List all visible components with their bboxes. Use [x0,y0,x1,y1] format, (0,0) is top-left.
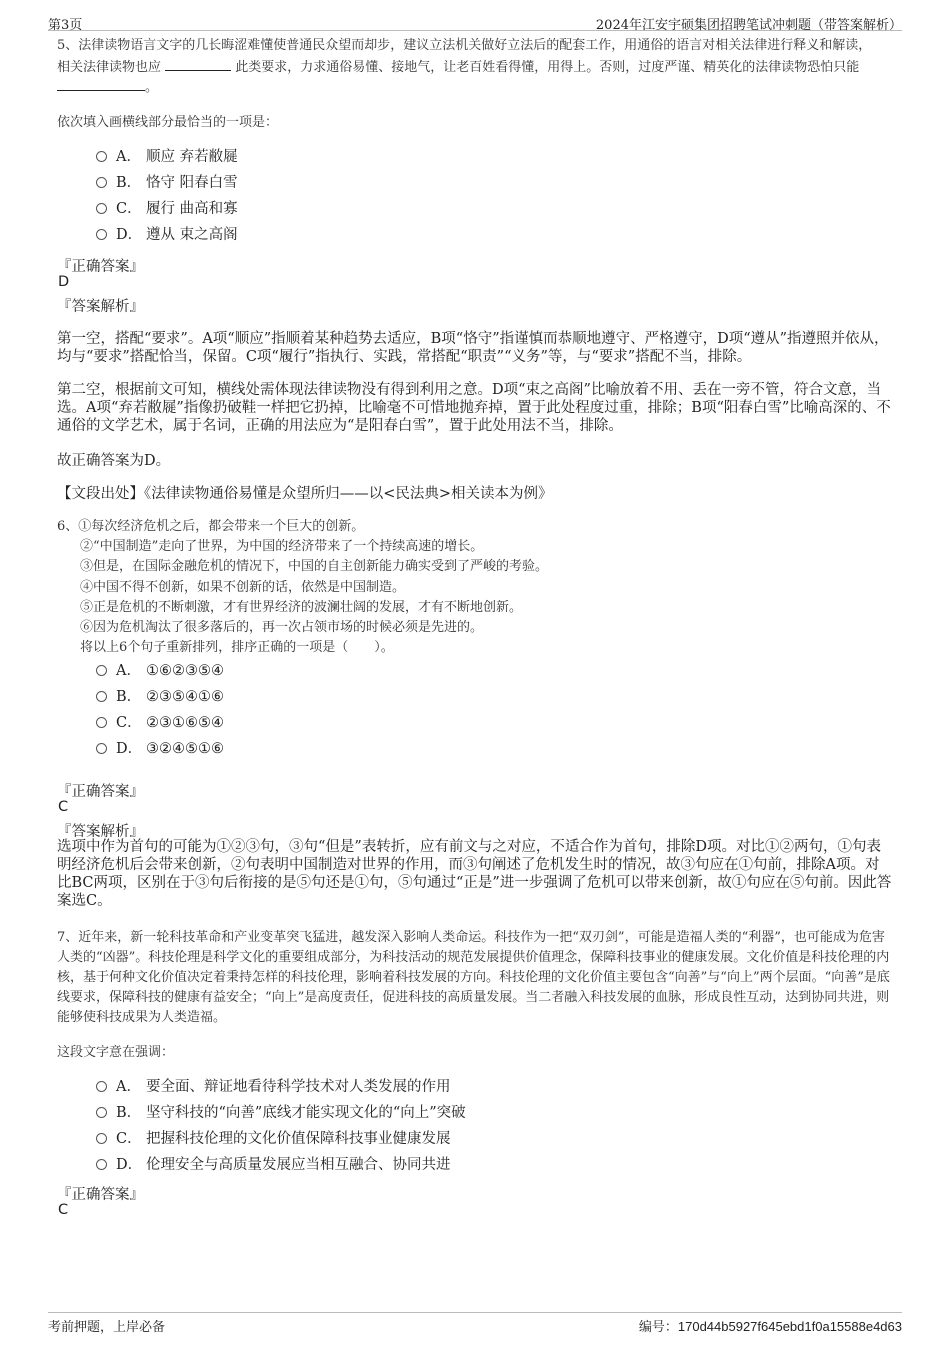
q6-option-c[interactable] [96,713,224,733]
option-text: ②③⑤④①⑥ [146,689,224,705]
q7-answer: C [58,1202,69,1218]
q6-prompt: 将以上6个句子重新排列，排序正确的一项是（ ）。 [80,640,394,655]
q5-analysis-label: 『答案解析』 [57,299,144,315]
page-number: 第3页 [48,18,83,33]
q6-option-d[interactable] [96,739,224,759]
q7-answer-label: 『正确答案』 [57,1187,144,1203]
q5-analysis-p2: 第二空，根据前文可知，横线处需体现法律读物没有得到利用之意。D项“束之高阁”比喻放着不用、丢在一旁不管，符合文意，当选。A项“弃若敝屣”指像扔破鞋一样把它扔掉，比喻毫不可惜地抛弃掉，置于此处程度过重，排除；B项“阳春白雪”比喻高深的、不通俗的文学艺术，属于名词，正确的用法应为“是阳春白雪”，置于此处用法不当，排除。 [57,382,891,434]
q5-answer-label: 『正确答案』 [57,259,144,275]
q6-analysis: 选项中作为首句的可能为①②③句，③句“但是”表转折，应有前文与之对应，不适合作为首句，排除D项。对比①②两句，①句表明经济危机后会带来创新，②句表明中国制造对世界的作用，而③句阐述了危机发生时的情况，故③句应在①句前，排除A项。对比BC两项，区别在于③句后衔接的是⑤句还是①句，⑤句通过“正是”进一步强调了危机可以带来创新，故①句应在⑤句前。因此答案选C。 [57,839,892,909]
q5-analysis-p3: 故正确答案为D。 [57,453,171,469]
q6-analysis-label: 『答案解析』 [57,824,144,840]
option-text: 顺应 弃若敝屣 [146,149,238,165]
option-letter: A． [116,1079,141,1095]
q6-stem-line3: ③但是，在国际金融危机的情况下，中国的自主创新能力确实受到了严峻的考验。 [80,559,549,574]
option-text: 要全面、辩证地看待科学技术对人类发展的作用 [146,1079,451,1095]
q5-text-b: 此类要求，力求通俗易懂、接地气，让老百姓看得懂，用得上。否则，过度严谨、精英化的法律读物恐怕只能 [235,60,860,75]
footer-code-label: 编号： [638,1320,678,1335]
option-text: ②③①⑥⑤④ [146,715,224,731]
q5-blank-1 [165,58,231,71]
q6-option-b[interactable] [96,687,224,707]
option-letter: A． [116,149,141,165]
option-text: ③②④⑤①⑥ [146,741,224,757]
q6-stem-line4: ④中国不得不创新，如果不创新的话，依然是中国制造。 [80,580,406,595]
q5-prompt: 依次填入画横线部分最恰当的一项是： [57,115,279,130]
footer-code [639,1316,902,1335]
radio-icon[interactable] [96,665,107,676]
q6-option-a[interactable] [96,661,224,681]
option-text: 坚守科技的“向善”底线才能实现文化的“向上”突破 [146,1105,466,1121]
radio-icon[interactable] [96,743,107,754]
q5-answer: D [58,274,70,290]
page-header [48,0,902,31]
q7-prompt: 这段文字意在强调： [57,1045,175,1060]
option-text: 伦理安全与高质量发展应当相互融合、协同共进 [146,1157,451,1173]
q7-stem: 7、近年来，新一轮科技革命和产业变革突飞猛进，越发深入影响人类命运。科技作为一把“双刃剑”，可能是造福人类的“利器”，也可能成为危害人类的“凶器”。科技伦理是科学文化的重要组成部分，为科技活动的规范发展提供价值理念，保障科技事业的健康发展。文化价值是科技伦理的内核，基于何种文化价值决定着秉持怎样的科技伦理，影响着科技发展的方向。科技伦理的文化价值主要包含“向善”与“向上”两个层面。“向善”是底线要求，保障科技的健康有益安全；“向上”是高度责任，促进科技的高质量发展。当二者融入科技发展的血脉，形成良性互动，达到协同共进，则能够使科技成果为人类造福。 [57,930,890,1025]
q5-text-end: 。 [145,80,159,95]
option-letter: C． [116,1131,142,1147]
radio-icon[interactable] [96,1107,107,1118]
option-letter: B． [116,1105,142,1121]
q5-option-d[interactable] [96,225,238,245]
radio-icon[interactable] [96,717,107,728]
q5-option-c[interactable] [96,199,238,219]
radio-icon[interactable] [96,691,107,702]
q5-stem-line2 [57,58,859,78]
page-footer [48,1312,902,1335]
option-letter: D． [116,227,143,243]
option-letter: D． [116,1157,143,1173]
q5-option-a[interactable] [96,147,238,167]
q6-answer: C [58,799,69,815]
option-letter: C． [116,715,142,731]
option-text: 履行 曲高和寡 [146,201,238,217]
q5-stem-line1: 5、法律读物语言文字的几长晦涩难懂使普通民众望而却步，建议立法机关做好立法后的配套工作，用通俗的语言对相关法律进行释义和解读， [57,38,872,53]
option-letter: B． [116,175,142,191]
q7-option-b[interactable] [96,1103,466,1123]
option-letter: C． [116,201,142,217]
radio-icon[interactable] [96,1081,107,1092]
radio-icon[interactable] [96,203,107,214]
radio-icon[interactable] [96,177,107,188]
option-text: 把握科技伦理的文化价值保障科技事业健康发展 [146,1131,451,1147]
q5-text-a: 相关法律读物也应 [57,60,162,75]
option-letter: B． [116,689,142,705]
radio-icon[interactable] [96,1159,107,1170]
radio-icon[interactable] [96,229,107,240]
option-letter: D． [116,741,143,757]
q6-answer-label: 『正确答案』 [57,784,144,800]
radio-icon[interactable] [96,151,107,162]
option-letter: A． [116,663,141,679]
footer-slogan: 考前押题，上岸必备 [48,1320,166,1335]
q5-option-b[interactable] [96,173,238,193]
q5-blank-2 [57,78,145,91]
q6-stem-line6: ⑥因为危机淘汰了很多落后的，再一次占领市场的时候必须是先进的。 [80,620,484,635]
q6-stem-line1: 6、①每次经济危机之后，都会带来一个巨大的创新。 [57,519,365,534]
q5-analysis-p1: 第一空，搭配“要求”。A项“顺应”指顺着某种趋势去适应，B项“恪守”指谨慎而恭顺地遵守、严格遵守，D项“遵从”指遵照并依从，均与“要求”搭配恰当，保留。C项“履行”指执行、实践，常搭配“职责”“义务”等，与“要求”搭配不当，排除。 [57,331,889,365]
option-text: ①⑥②③⑤④ [146,663,224,679]
option-text: 遵从 束之高阁 [146,227,238,243]
option-text: 恪守 阳春白雪 [146,175,238,191]
q5-source: 【文段出处】《法律读物通俗易懂是众望所归——以<民法典>相关读本为例》 [57,486,553,502]
footer-code-value: 170d44b5927f645ebd1f0a15588e4d63 [677,1319,902,1334]
q7-option-c[interactable] [96,1129,451,1149]
q7-option-d[interactable] [96,1155,451,1175]
q7-option-a[interactable] [96,1077,451,1097]
q6-stem-line2: ②“中国制造”走向了世界，为中国的经济带来了一个持续高速的增长。 [80,539,484,554]
q5-stem-line3 [57,78,158,98]
document-title: 2024年江安宇硕集团招聘笔试冲刺题（带答案解析） [595,18,902,33]
radio-icon[interactable] [96,1133,107,1144]
q6-stem-line5: ⑤正是危机的不断刺激，才有世界经济的波澜壮阔的发展，才有不断地创新。 [80,600,523,615]
